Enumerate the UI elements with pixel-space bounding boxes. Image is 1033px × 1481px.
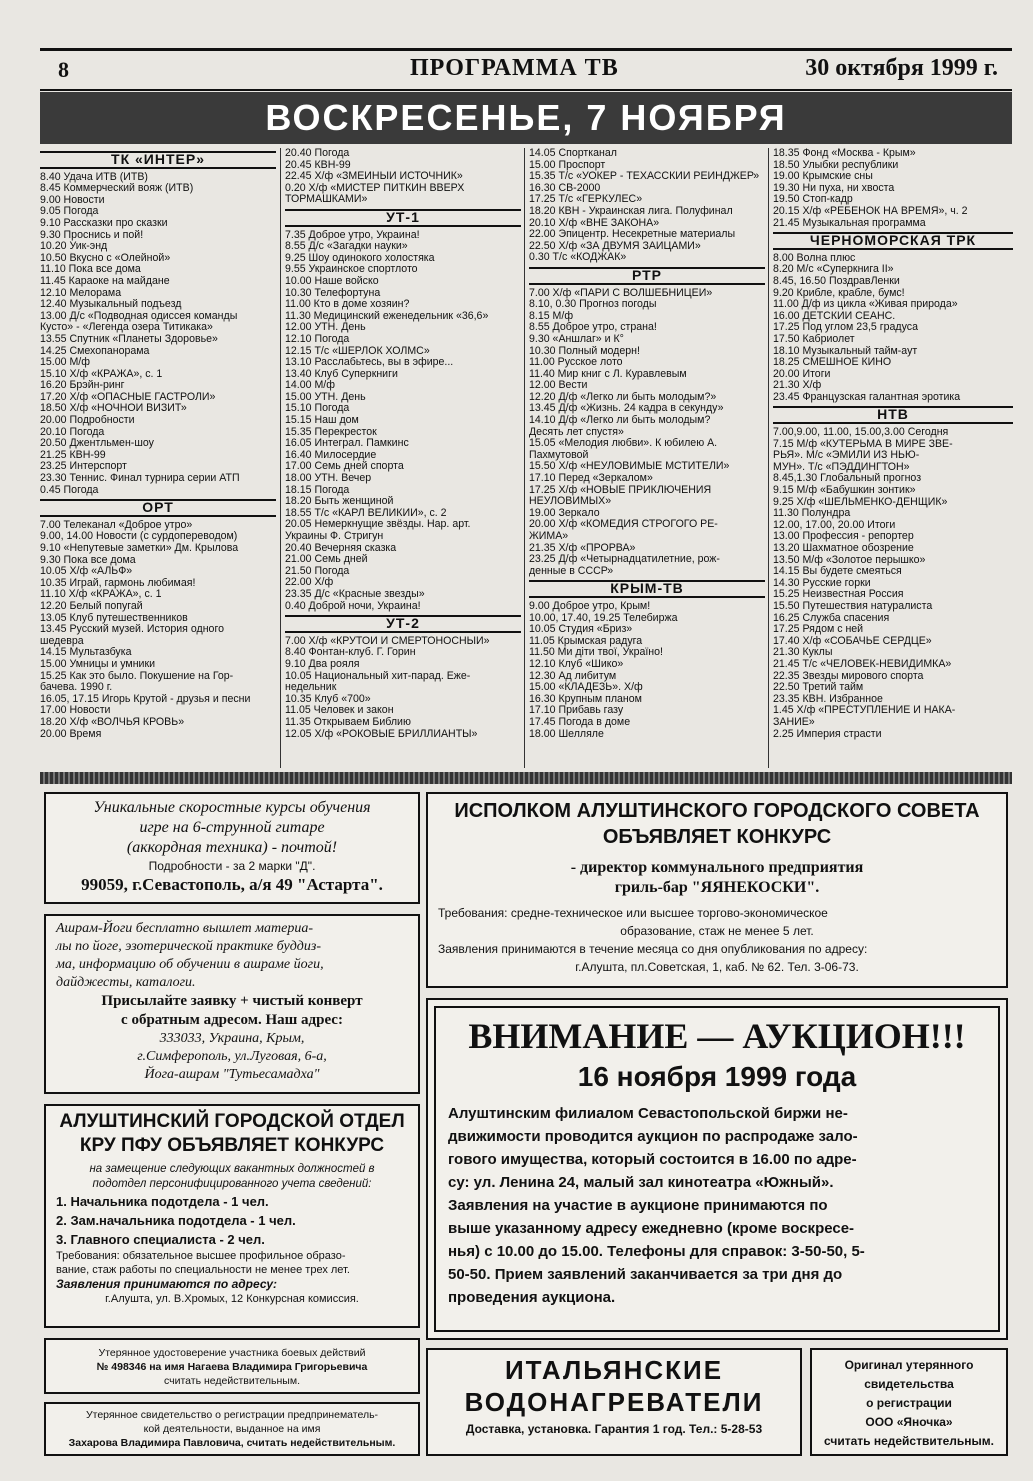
schedule-line: шедевра: [40, 635, 84, 647]
schedule-line: 17.10 Прибавь газу: [529, 705, 624, 717]
schedule-line: ЖИМА»: [529, 531, 569, 542]
schedule-line: 22.35 Звезды мирового спорта: [773, 670, 924, 682]
schedule-line: 12.00, 17.00, 20.00 Итоги: [773, 519, 896, 531]
schedule-line: 16.40 Милосердие: [285, 449, 377, 461]
schedule-line: 7.35 Доброе утро, Украина!: [285, 229, 420, 241]
schedule-line: 14.15 Мультазбука: [40, 647, 132, 659]
schedule-line: 15.25 Неизвестная Россия: [773, 589, 904, 601]
schedule-line: 22.50 Х/ф «ЗА ДВУМЯ ЗАЙЦАМИ»: [529, 240, 701, 252]
schedule-line: 10.05 Национальный хит-парад. Еже-: [285, 670, 471, 682]
schedule-line: 16.00 ДЕТСКИЙ СЕАНС.: [773, 310, 896, 322]
schedule-line: 23.45 Французская галантная эротика: [773, 391, 961, 403]
schedule-line: 17.10 Перед «Зеркалом»: [529, 473, 653, 485]
schedule-line: ТОРМАШКАМИ»: [285, 194, 368, 206]
schedule-line: 0.45 Погода: [40, 484, 99, 496]
schedule-line: 12.10 Мелорама: [40, 287, 122, 299]
schedule-line: Кусто» - «Легенда озера Титикака»: [40, 322, 213, 334]
ad-text: движимости проводится аукцион по распродаже зало-: [448, 1128, 858, 1145]
schedule-line: 17.20 Х/ф «ОПАСНЫЕ ГАСТРОЛИ»: [40, 391, 216, 403]
schedule-line: 8.40 Фонтан-клуб. Г. Горин: [285, 647, 416, 659]
schedule-line: 20.40 Погода: [285, 148, 350, 159]
schedule-line: РЬЯ». М/с «ЭМИЛИ ИЗ НЬЮ-: [773, 450, 920, 462]
schedule-line: 9.10 Два рояля: [285, 658, 360, 670]
schedule-line: 20.00 Подробности: [40, 415, 135, 427]
schedule-line: 9.00, 14.00 Новости (с сурдопереводом): [40, 531, 238, 543]
schedule-line: 18.25 СМЕШНОЕ КИНО: [773, 357, 892, 369]
ad-text: на замещение следующих вакантных должностей в: [89, 1163, 375, 1175]
schedule-line: 16.30 СВ-2000: [529, 182, 601, 194]
schedule-line: МУН». Т/с «ПЭДДИНГТОН»: [773, 461, 910, 473]
notice-text: свидетельства: [864, 1377, 954, 1391]
schedule-line: 18.20 Быть женщиной: [285, 496, 394, 508]
channel-heading: КРЫМ-ТВ: [529, 580, 765, 598]
schedule-line: 10.30 Телефортуна: [285, 287, 381, 299]
schedule-line: денные в СССР»: [529, 565, 614, 577]
notice-text: считать недействительным.: [164, 1375, 300, 1387]
schedule-line: 15.00 Проспорт: [529, 159, 606, 171]
schedule-line: 13.55 Спутник «Планеты Здоровье»: [40, 333, 218, 345]
ad-text: гового имущества, который состоится в 16.00 по адре-: [448, 1151, 857, 1168]
schedule-line: 10.00, 17.40, 19.25 Телебиржа: [529, 612, 678, 624]
schedule-line: 10.00 Наше войско: [285, 275, 379, 287]
schedule-line: 22.45 Х/ф «ЗМЕИНЫЙ ИСТОЧНИК»: [285, 171, 463, 183]
schedule-line: 11.00 Д/ф из цикла «Живая природа»: [773, 299, 958, 311]
ad-text: выше указанному адресу ежедневно (кроме воскресе-: [448, 1220, 855, 1237]
schedule-line: 14.00 М/ф: [285, 380, 335, 392]
schedule-line: 21.30 Х/ф: [773, 380, 822, 392]
ad-text: образование, стаж не менее 5 лет.: [620, 924, 814, 938]
schedule-line: 12.20 Д/ф «Легко ли быть молодым?»: [529, 391, 717, 403]
ad-text: су: ул. Ленина 24, малый зал кинотеатра «Южный».: [448, 1174, 834, 1191]
notice-text: кой деятельности, выданное на имя: [143, 1423, 321, 1435]
schedule-line: 11.50 Ми діти твої, Україно!: [529, 647, 663, 659]
schedule-line: 15.00 М/ф: [40, 357, 90, 369]
channel-heading: УТ-2: [285, 615, 521, 633]
schedule-line: 12.15 Т/с «ШЕРЛОК ХОЛМС»: [285, 345, 430, 357]
schedule-line: 9.05 Погода: [40, 206, 99, 218]
schedule-line: 9.55 Украинское спортлото: [285, 264, 418, 276]
ad-text: Уникальные скоростные курсы обучения: [93, 799, 371, 816]
schedule-line: 15.10 Х/ф «КРАЖА», с. 1: [40, 368, 163, 380]
schedule-line: 0.40 Доброй ночи, Украина!: [285, 600, 421, 612]
ad-text: подотдел персонифицированного учета сведений:: [92, 1178, 372, 1190]
schedule-line: 13.00 Д/с «Подводная одиссея команды: [40, 310, 238, 322]
ad-text: Подробности - за 2 марки "Д".: [148, 859, 316, 873]
schedule-line: 21.50 Погода: [285, 565, 350, 577]
schedule-line: 8.55 Д/с «Загадки науки»: [285, 241, 408, 253]
schedule-line: 20.10 Погода: [40, 426, 105, 438]
ad-address: г.Алушта, пл.Советская, 1, каб. № 62. Тел. 3-06-73.: [575, 960, 859, 974]
schedule-line: 13.45 Русский музей. История одного: [40, 624, 224, 636]
schedule-line: 20.00 Итоги: [773, 368, 831, 380]
notice-text: Утерянное удостоверение участника боевых действий: [98, 1347, 366, 1359]
notice-text: Утерянное свидетельство о регистрации предпринематель-: [85, 1409, 379, 1421]
schedule-line: 7.00,9.00, 11.00, 15.00,3.00 Сегодня: [773, 427, 949, 439]
schedule-line: 11.00 Русское лото: [529, 357, 623, 369]
schedule-line: 17.25 Х/ф «НОВЫЕ ПРИКЛЮЧЕНИЯ: [529, 484, 712, 496]
ad-address: Йога-ашрам "Тутьесамадха": [144, 1067, 320, 1082]
schedule-line: 23.25 Интерспорт: [40, 461, 127, 473]
schedule-line: 10.05 Студия «Бриз»: [529, 624, 633, 636]
notice-lost-yanochka: [810, 1348, 1008, 1456]
schedule-line: 13.10 Расслабьтесь, вы в эфире...: [285, 357, 454, 369]
schedule-line: 16.25 Служба спасения: [773, 612, 890, 624]
schedule-line: 20.00 Х/ф «КОМЕДИЯ СТРОГОГО РЕ-: [529, 519, 718, 531]
schedule-line: 20.45 КВН-99: [285, 159, 351, 171]
page-title: ПРОГРАММА ТВ: [410, 55, 619, 81]
schedule-line: 12.10 Погода: [285, 333, 350, 345]
schedule-line: 9.30 «Аншлаг» и К°: [529, 333, 624, 345]
schedule-line: 20.50 Джентльмен-шоу: [40, 438, 154, 450]
ad-text: Ашрам-Йоги бесплатно вышлет материа-: [56, 921, 314, 936]
schedule-line: 8.45 Коммерческий вояж (ИТВ): [40, 183, 194, 195]
schedule-line: 8.45,1.30 Глобальный прогноз: [773, 473, 922, 485]
ad-title: ОБЪЯВЛЯЕТ КОНКУРС: [602, 826, 832, 848]
schedule-line: 18.00 УТН. Вечер: [285, 473, 372, 485]
schedule-line: 8.20 М/с «Суперкнига II»: [773, 264, 894, 276]
schedule-line: бачева. 1990 г.: [40, 682, 113, 694]
schedule-line: 8.45, 16.50 ПоздравЛенки: [773, 275, 900, 287]
schedule-line: 15.35 Перекресток: [285, 426, 377, 438]
schedule-line: 19.00 Зеркало: [529, 507, 600, 519]
schedule-line: 11.00 Кто в доме хозяин?: [285, 299, 410, 311]
schedule-line: 13.00 Профессия - репортер: [773, 531, 914, 543]
schedule-line: 0.30 Т/с «КОДЖАК»: [529, 252, 627, 264]
schedule-line: 17.25 Т/с «ГЕРКУЛЕС»: [529, 194, 643, 206]
ad-text: проведения аукциона.: [448, 1289, 616, 1306]
schedule-line: НЕУЛОВИМЫХ»: [529, 496, 612, 508]
schedule-line: 18.20 КВН - Украинская лига. Полуфинал: [529, 205, 733, 217]
ad-text: Присылайте заявку + чистый конверт: [101, 993, 363, 1009]
schedule-line: 13.20 Шахматное обозрение: [773, 543, 914, 554]
schedule-line: 8.00 Волна плюс: [773, 252, 856, 264]
schedule-line: 14.15 Вы будете смеяться: [773, 566, 902, 578]
ad-text: 50-50. Прием заявлений заканчивается за три дня до: [448, 1266, 843, 1283]
schedule-line: 15.50 Х/ф «НЕУЛОВИМЫЕ МСТИТЕЛИ»: [529, 461, 730, 473]
ad-title: ИТАЛЬЯНСКИЕ: [504, 1355, 724, 1385]
schedule-line: 16.20 Брэйн-ринг: [40, 380, 125, 392]
ad-text: лы по йоге, эзотерической практике буддиз-: [56, 939, 321, 954]
channel-heading: ТК «ИНТЕР»: [40, 151, 276, 169]
schedule-line: 10.30 Полный модерн!: [529, 345, 640, 357]
schedule-line: 21.45 Музыкальная программа: [773, 217, 926, 229]
schedule-line: 17.50 Кабриолет: [773, 333, 855, 345]
schedule-column-1: [40, 148, 280, 768]
schedule-line: 8.55 Доброе утро, страна!: [529, 322, 657, 334]
schedule-line: 13.40 Клуб Суперкниги: [285, 368, 398, 380]
schedule-line: 23.25 Д/ф «Четырнадцатилетние, рож-: [529, 554, 720, 566]
schedule-line: 20.10 Х/ф «ВНЕ ЗАКОНА»: [529, 217, 660, 229]
ad-address: г.Алушта, ул. В.Хромых, 12 Конкурсная комиссия.: [105, 1293, 359, 1305]
schedule-line: 20.05 Немеркнущие звёзды. Нар. арт.: [285, 519, 471, 531]
schedule-line: 18.55 Т/с «КАРЛ ВЕЛИКИЙ», с. 2: [285, 507, 447, 519]
schedule-line: 11.05 Крымская радуга: [529, 635, 643, 647]
ad-text: ма, информацию об обучении в ашраме йоги,: [56, 957, 324, 972]
schedule-line: 12.00 Вести: [529, 380, 588, 392]
ad-text: Требования: средне-техническое или высшее торгово-экономическое: [438, 906, 828, 920]
ad-auction: [426, 998, 1008, 1340]
notice-text: № 498346 на имя Нагаева Владимира Григорьевича: [96, 1361, 368, 1373]
schedule-line: 16.30 Крупным планом: [529, 693, 642, 705]
ad-address: 99059, г.Севастополь, а/я 49 "Астарта".: [81, 875, 383, 894]
schedule-line: 15.35 Т/с «УОКЕР - ТЕХАССКИЙ РЕЙНДЖЕР»: [529, 171, 760, 183]
schedule-line: 15.00 Умницы и умники: [40, 658, 156, 670]
schedule-line: недельник: [285, 682, 337, 694]
schedule-line: 13.05 Клуб путешественников: [40, 612, 188, 624]
ad-title: ВОДОНАГРЕВАТЕЛИ: [464, 1387, 764, 1417]
schedule-line: 17.45 Погода в доме: [529, 716, 631, 728]
schedule-line: 11.10 Х/ф «КРАЖА», с. 1: [40, 589, 162, 601]
channel-heading: УТ-1: [285, 209, 521, 227]
schedule-line: 12.10 Клуб «Шико»: [529, 658, 624, 670]
schedule-line: 18.10 Музыкальный тайм-аут: [773, 345, 918, 357]
schedule-line: 18.20 Х/ф «ВОЛЧЬЯ КРОВЬ»: [40, 716, 185, 728]
schedule-line: 10.20 Уик-энд: [40, 241, 108, 253]
schedule-line: 15.25 Как это было. Покушение на Гор-: [40, 670, 234, 682]
ad-ispolkom-contest: [426, 792, 1008, 988]
schedule-line: Пахмутовой: [529, 449, 589, 461]
schedule-line: 15.00 УТН. День: [285, 391, 366, 403]
notice-text: считать недействительным.: [824, 1434, 994, 1448]
channel-heading: РТР: [529, 267, 765, 285]
schedule-line: 14.10 Д/ф «Легко ли быть молодым?: [529, 415, 711, 427]
schedule-line: 16.05 Интеграл. Памкинс: [285, 438, 409, 450]
ad-yoga-ashram: [44, 914, 420, 1094]
schedule-line: 11.30 Полундра: [773, 508, 851, 520]
notice-text: ООО «Яночка»: [865, 1415, 953, 1429]
schedule-line: 15.05 «Мелодия любви». К юбилею А.: [529, 438, 718, 450]
schedule-line: 12.05 Х/ф «РОКОВЫЕ БРИЛЛИАНТЫ»: [285, 728, 478, 740]
schedule-line: 21.35 Х/ф «ПРОРВА»: [529, 542, 636, 554]
schedule-line: 18.50 Х/ф «НОЧНОЙ ВИЗИТ»: [40, 403, 187, 415]
ad-italian-water-heaters: [426, 1348, 802, 1456]
schedule-column-2: [280, 148, 525, 768]
ad-text: (аккордная техника) - почтой!: [126, 839, 338, 856]
schedule-line: 9.20 Крибле, крабле, бумс!: [773, 287, 905, 299]
ad-text: Алуштинским филиалом Севастопольской биржи не-: [448, 1105, 848, 1122]
page-header: [40, 48, 1012, 91]
section-divider: [40, 772, 1012, 784]
schedule-line: 21.45 Т/с «ЧЕЛОВЕК-НЕВИДИМКА»: [773, 658, 952, 670]
schedule-line: 14.05 Спортканал: [529, 148, 617, 159]
schedule-line: 7.00 Телеканал «Доброе утро»: [40, 519, 193, 531]
schedule-line: ЗАНИЕ»: [773, 716, 815, 728]
ad-title: АЛУШТИНСКИЙ ГОРОДСКОЙ ОТДЕЛ: [59, 1111, 405, 1132]
schedule-line: Десять лет спустя»: [529, 426, 624, 438]
ad-text: Заявления на участие в аукционе принимаются по: [448, 1197, 828, 1214]
channel-heading: ЧЕРНОМОРСКАЯ ТРК: [773, 232, 1013, 250]
schedule-line: 15.00 «КЛАДЕЗЬ». Х/ф: [529, 682, 643, 694]
schedule-line: Украины Ф. Стригун: [285, 531, 384, 542]
schedule-line: 9.15 М/ф «Бабушкин зонтик»: [773, 485, 916, 497]
ad-text: игре на 6-струнной гитаре: [139, 819, 325, 836]
ad-text: гриль-бар "ЯЯНЕКОСКИ".: [614, 879, 820, 896]
channel-heading: НТВ: [773, 406, 1013, 424]
schedule-line: 19.00 Крымские сны: [773, 171, 873, 183]
schedule-line: 9.25 Шоу одинокого холостяка: [285, 252, 435, 264]
notice-text: о регистрации: [866, 1396, 952, 1410]
schedule-line: 8.40 Удача ИТВ (ИТВ): [40, 171, 148, 183]
newspaper-page: [40, 48, 1012, 1458]
schedule-line: 9.00 Новости: [40, 194, 105, 206]
ad-position: 3. Главного специалиста - 2 чел.: [56, 1232, 265, 1247]
schedule-line: 15.50 Путешествия натуралиста: [773, 600, 933, 612]
notice-text: Оригинал утерянного: [844, 1358, 974, 1372]
schedule-line: 23.35 КВН. Избранное: [773, 693, 883, 705]
schedule-line: 11.40 Мир книг с Л. Куравлевым: [529, 368, 687, 380]
schedule-line: 18.15 Погода: [285, 484, 350, 496]
auction-date: 16 ноября 1999 года: [577, 1061, 857, 1092]
schedule-line: 20.15 Х/ф «РЕБЕНОК НА ВРЕМЯ», ч. 2: [773, 205, 968, 217]
schedule-line: 14.30 Русские горки: [773, 577, 871, 589]
ad-address: г.Симферополь, ул.Луговая, 6-а,: [137, 1049, 327, 1064]
tv-schedule: [40, 148, 1012, 768]
schedule-line: 22.50 Третий тайм: [773, 682, 864, 694]
ad-position: 2. Зам.начальника подотдела - 1 чел.: [56, 1213, 296, 1228]
schedule-line: 9.30 Проснись и пой!: [40, 229, 144, 241]
schedule-line: 18.50 Улыбки республики: [773, 159, 899, 171]
schedule-line: 15.10 Погода: [285, 403, 350, 415]
schedule-column-4: [768, 148, 1013, 768]
schedule-line: 7.00 Х/ф «КРУТОЙ И СМЕРТОНОСНЫЙ»: [285, 635, 490, 647]
schedule-line: 22.00 Эпицентр. Несекретные материалы: [529, 229, 736, 241]
schedule-line: 12.20 Белый попугай: [40, 600, 143, 612]
schedule-line: 13.45 Д/ф «Жизнь. 24 кадра в секунду»: [529, 403, 724, 415]
schedule-line: 2.25 Империя страсти: [773, 728, 882, 740]
notice-lost-registration: [44, 1402, 420, 1456]
schedule-line: 18.35 Фонд «Москва - Крым»: [773, 148, 916, 159]
schedule-line: 11.30 Медицинский еженедельник «36,6»: [285, 310, 489, 322]
schedule-line: 15.15 Наш дом: [285, 415, 359, 427]
schedule-line: 17.25 Рядом с ней: [773, 624, 864, 636]
ad-guitar-courses: [44, 792, 420, 904]
schedule-line: 10.35 Играй, гармонь любимая!: [40, 577, 196, 589]
issue-date: 30 октября 1999 г.: [805, 55, 998, 81]
ad-title: ИСПОЛКОМ АЛУШТИНСКОГО ГОРОДСКОГО СОВЕТА: [454, 800, 980, 822]
schedule-line: 21.30 Куклы: [773, 647, 833, 659]
schedule-line: 12.40 Музыкальный подъезд: [40, 299, 182, 311]
schedule-line: 16.05, 17.15 Игорь Крутой - друзья и песни: [40, 693, 251, 705]
schedule-line: 7.15 М/ф «КУТЕРЬМА В МИРЕ ЗВЕ-: [773, 438, 953, 450]
schedule-line: 17.00 Новости: [40, 705, 111, 717]
schedule-line: 17.25 Под углом 23,5 градуса: [773, 322, 918, 334]
schedule-line: 1.45 Х/ф «ПРЕСТУПЛЕНИЕ И НАКА-: [773, 705, 956, 717]
schedule-line: 11.10 Пока все дома: [40, 264, 141, 276]
schedule-line: 17.40 Х/ф «СОБАЧЬЕ СЕРДЦЕ»: [773, 635, 932, 647]
schedule-line: 20.40 Вечерняя сказка: [285, 542, 397, 554]
schedule-line: 20.00 Время: [40, 728, 102, 740]
schedule-line: 18.00 Шелляле: [529, 728, 604, 740]
notice-text: Захарова Владимира Павловича, считать недействительным.: [68, 1437, 396, 1449]
ad-text: Заявления принимаются по адресу:: [56, 1277, 278, 1291]
page-number: 8: [58, 57, 69, 82]
schedule-line: 22.00 Х/ф: [285, 577, 334, 589]
schedule-line: 9.25 Х/ф «ШЕЛЬМЕНКО-ДЕНЩИК»: [773, 496, 948, 508]
schedule-line: 9.30 Пока все дома: [40, 554, 136, 566]
ad-text: Заявления принимаются в течение месяца со дня опубликования по адресу:: [438, 942, 868, 956]
schedule-line: 7.00 Х/ф «ПАРИ С ВОЛШЕБНИЦЕЙ»: [529, 287, 713, 299]
ad-text: нья) с 10.00 до 15.00. Телефоны для справок: 3-50-50, 5-: [448, 1243, 865, 1260]
ad-title: КРУ ПФУ ОБЪЯВЛЯЕТ КОНКУРС: [79, 1135, 385, 1156]
schedule-line: 12.30 Ад либитум: [529, 670, 617, 682]
schedule-line: 10.50 Вкусно с «Олейной»: [40, 252, 171, 264]
schedule-line: 8.15 М/ф: [529, 310, 574, 322]
schedule-column-3: [524, 148, 769, 768]
ad-text: - директор коммунального предприятия: [570, 859, 864, 876]
schedule-line: 12.00 УТН. День: [285, 322, 366, 334]
schedule-line: 17.00 Семь дней спорта: [285, 461, 404, 473]
ad-position: 1. Начальника подотдела - 1 чел.: [56, 1194, 269, 1209]
schedule-line: 10.35 Клуб «700»: [285, 693, 371, 705]
ad-kru-contest: [44, 1104, 420, 1328]
schedule-line: 11.05 Человек и закон: [285, 705, 394, 717]
schedule-line: 14.25 Смехопанорама: [40, 345, 150, 357]
ad-contact: Доставка, установка. Гарантия 1 год. Тел.: 5-28-53: [465, 1422, 763, 1436]
schedule-line: 9.10 Рассказки про сказки: [40, 217, 168, 229]
schedule-line: 9.00 Доброе утро, Крым!: [529, 600, 651, 612]
ad-title: ВНИМАНИЕ — АУКЦИОН!!!: [468, 1016, 966, 1056]
notice-lost-certificate: [44, 1338, 420, 1394]
schedule-line: 19.50 Стоп-кадр: [773, 194, 853, 206]
ad-text: дайджесты, каталоги.: [56, 975, 196, 990]
ad-text: с обратным адресом. Наш адрес:: [121, 1012, 343, 1028]
schedule-line: 9.10 «Непутевые заметки» Дм. Крылова: [40, 543, 239, 554]
ad-text: Требования: обязательное высшее профильное образо-: [56, 1250, 346, 1262]
schedule-line: 21.25 КВН-99: [40, 449, 106, 461]
schedule-line: 0.20 Х/ф «МИСТЕР ПИТКИН ВВЕРХ: [285, 182, 465, 194]
schedule-line: 11.45 Караоке на майдане: [40, 275, 170, 287]
schedule-line: 8.10, 0.30 Прогноз погоды: [529, 299, 657, 311]
ad-address: 333033, Украина, Крым,: [159, 1031, 305, 1046]
schedule-line: 23.35 Д/с «Красные звезды»: [285, 588, 425, 600]
schedule-line: 23.30 Теннис. Финал турнира серии АТП: [40, 473, 240, 485]
channel-heading: ОРТ: [40, 499, 276, 517]
schedule-line: 10.05 Х/ф «АЛЬФ»: [40, 566, 133, 578]
schedule-line: 11.35 Открываем Библию: [285, 716, 411, 728]
schedule-line: 13.50 М/ф «Золотое перышко»: [773, 554, 926, 566]
schedule-line: 21.00 Семь дней: [285, 554, 368, 566]
day-title: ВОСКРЕСЕНЬЕ, 7 НОЯБРЯ: [40, 92, 1012, 144]
ad-text: вание, стаж работы по специальности не менее трех лет.: [56, 1264, 350, 1276]
schedule-line: 19.30 Ни пуха, ни хвоста: [773, 182, 895, 194]
